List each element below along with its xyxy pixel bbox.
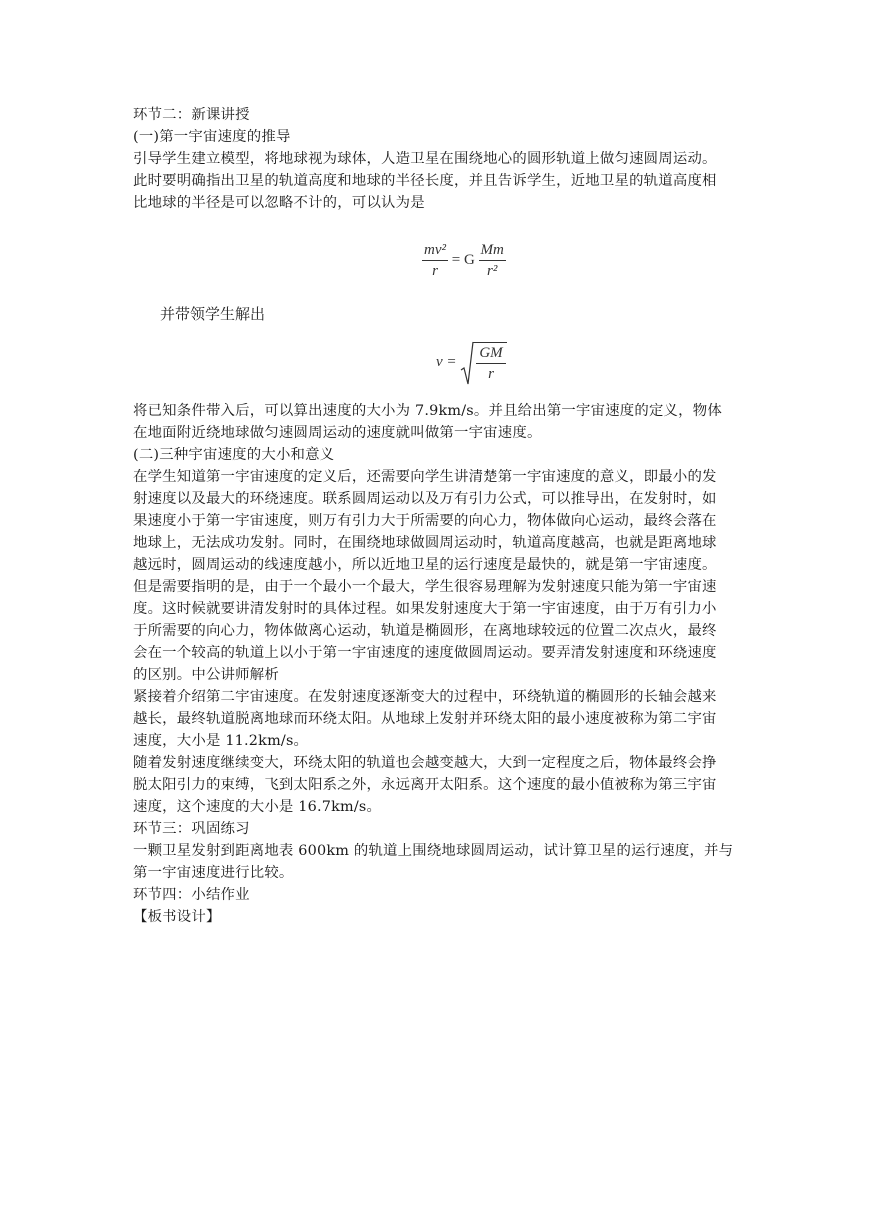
section-heading-4: 环节四：小结作业 xyxy=(133,887,250,903)
paragraph-line: 但是需要指明的是，由于一个最小一个最大，学生很容易理解为发射速度只能为第一宇宙速 xyxy=(133,579,717,595)
formula-rhs-denominator: r² xyxy=(487,263,498,279)
paragraph-line: 会在一个较高的轨道上以小于第一宇宙速度的速度做圆周运动。要弄清发射速度和环绕速度 xyxy=(133,645,717,661)
radical-numerator: GM xyxy=(476,343,506,364)
paragraph-line: 度。这时候就要讲清发射时的具体过程。如果发射速度大于第一宇宙速度，由于万有引力小 xyxy=(133,601,717,617)
paragraph-line: 的区别。中公讲师解析 xyxy=(133,667,279,683)
radical-fraction xyxy=(476,343,506,384)
paragraph-line: 于所需要的向心力，物体做离心运动，轨道是椭圆形，在离地球较远的位置二次点火，最终 xyxy=(133,623,717,639)
paragraph-line: 射速度以及最大的环绕速度。联系圆周运动以及万有引力公式，可以推导出，在发射时，如 xyxy=(133,491,717,507)
paragraph-line: 速度，这个速度的大小是 16.7km/s。 xyxy=(133,799,382,815)
exercise-line: 第一宇宙速度进行比较。 xyxy=(133,865,294,881)
paragraph-line: 比地球的半径是可以忽略不计的，可以认为是 xyxy=(133,195,425,211)
paragraph-line: 地球上，无法成功发射。同时，在围绕地球做圆周运动时，轨道高度越高，也就是距离地球 xyxy=(133,535,717,551)
paragraph-line: 果速度小于第一宇宙速度，则万有引力大于所需要的向心力，物体做向心运动，最终会落在 xyxy=(133,513,717,529)
velocity-lhs: v = xyxy=(436,354,457,370)
subheading-first-cosmic-velocity: (一)第一宇宙速度的推导 xyxy=(133,129,291,145)
section-heading-3: 环节三：巩固练习 xyxy=(133,821,250,837)
paragraph-line: 将已知条件带入后，可以算出速度的大小为 7.9km/s。并且给出第一宇宙速度的定义，物体 xyxy=(133,403,722,419)
formula-lhs-numerator: mv² xyxy=(422,240,448,261)
formula-rhs-numerator: Mm xyxy=(479,240,506,261)
paragraph-line: 脱太阳引力的束缚，飞到太阳系之外，永远离开太阳系。这个速度的最小值被称为第三宇宙 xyxy=(133,777,717,793)
paragraph-line: 引导学生建立模型，将地球视为球体，人造卫星在围绕地心的圆形轨道上做匀速圆周运动。 xyxy=(133,151,717,167)
lead-text: 并带领学生解出 xyxy=(160,305,266,323)
formula-rhs-fraction xyxy=(479,240,506,281)
square-root-icon xyxy=(460,340,474,386)
section-heading-2: 环节二：新课讲授 xyxy=(133,107,250,123)
paragraph-line: 此时要明确指出卫星的轨道高度和地球的半径长度，并且告诉学生，近地卫星的轨道高度相 xyxy=(133,173,717,189)
centripetal-force-formula xyxy=(422,240,506,281)
subheading-three-cosmic-velocities: (二)三种宇宙速度的大小和意义 xyxy=(133,447,335,463)
radical-denominator: r xyxy=(488,366,494,382)
board-design-heading: 【板书设计】 xyxy=(133,909,221,925)
paragraph-line: 在学生知道第一宇宙速度的定义后，还需要向学生讲清楚第一宇宙速度的意义，即最小的发 xyxy=(133,469,717,485)
formula-lhs-denominator: r xyxy=(432,263,438,279)
paragraph-line: 在地面附近绕地球做匀速圆周运动的速度就叫做第一宇宙速度。 xyxy=(133,425,542,441)
paragraph-line: 速度，大小是 11.2km/s。 xyxy=(133,733,309,749)
paragraph-line: 越远时，圆周运动的线速度越小，所以近地卫星的运行速度是最快的，就是第一宇宙速度。 xyxy=(133,557,717,573)
formula-lhs-fraction xyxy=(422,240,448,281)
formula-equals-g: = G xyxy=(451,252,475,268)
paragraph-line: 紧接着介绍第二宇宙速度。在发射速度逐渐变大的过程中，环绕轨道的椭圆形的长轴会越来 xyxy=(133,689,717,705)
paragraph-line: 随着发射速度继续变大，环绕太阳的轨道也会越变越大，大到一定程度之后，物体最终会挣 xyxy=(133,755,717,771)
exercise-line: 一颗卫星发射到距离地表 600km 的轨道上围绕地球圆周运动，试计算卫星的运行速度，并与 xyxy=(133,843,734,859)
paragraph-line: 越长，最终轨道脱离地球而环绕太阳。从地球上发射并环绕太阳的最小速度被称为第二宇宙 xyxy=(133,711,717,727)
